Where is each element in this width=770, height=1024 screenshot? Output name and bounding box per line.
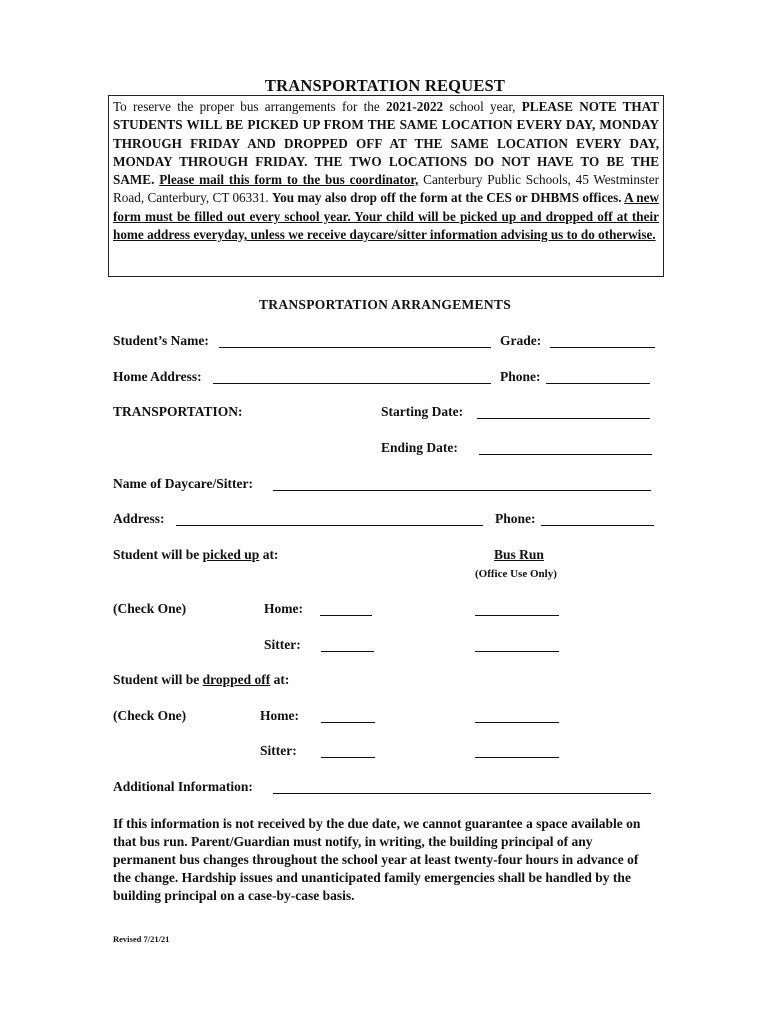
additional-info-field[interactable] xyxy=(273,793,651,794)
footer-paragraph: If this information is not received by the due date, we cannot guarantee a space available on that bus run. Parent/Guardian must notify, in writing, the building principal of any permanent bus changes throughout the school year at least twenty-four hours in advance of the change. Hardship issues and unanticipated family emergencies shall be handled by the building principal on a case-by-case basis. xyxy=(113,816,641,903)
address-field[interactable] xyxy=(176,525,483,526)
notice-intro-2: school year, xyxy=(443,99,522,114)
dropoff-home-checkbox[interactable] xyxy=(321,722,375,723)
school-year: 2021-2022 xyxy=(385,99,444,114)
pickup-home-bus-run[interactable] xyxy=(475,615,559,616)
check-one-dropoff-label: (Check One) xyxy=(113,708,187,723)
revised-date: Revised 7/21/21 xyxy=(113,934,170,944)
daycare-label: Name of Daycare/Sitter: xyxy=(113,476,253,491)
pickup-home-label: Home: xyxy=(264,601,303,616)
additional-info-label: Additional Information: xyxy=(113,779,253,794)
picked-up-label: Student will be picked up at: xyxy=(113,547,279,562)
dropoff-sitter-bus-run[interactable] xyxy=(475,757,559,758)
form-title: TRANSPORTATION REQUEST xyxy=(264,76,506,95)
section-title: TRANSPORTATION ARRANGEMENTS xyxy=(258,297,512,312)
student-name-label: Student’s Name: xyxy=(113,333,209,348)
notice-intro: To reserve the proper bus arrangements for the xyxy=(113,99,386,114)
dropoff-home-bus-run[interactable] xyxy=(475,722,559,723)
dropoff-home-label: Home: xyxy=(260,708,299,723)
drop-off-note: You may also drop off the form at the CES or DHBMS offices. xyxy=(272,190,625,206)
bus-run-label: Bus Run xyxy=(494,547,544,562)
starting-date-field[interactable] xyxy=(477,418,650,419)
daycare-field[interactable] xyxy=(273,490,651,491)
mail-instruction: Please mail this form to the bus coordinator, xyxy=(159,172,419,188)
phone2-label: Phone: xyxy=(495,511,536,526)
pickup-sitter-label: Sitter: xyxy=(264,637,301,652)
new-form-note: A new form must be filled out every school year. Your child will be picked up and dropped off at their home address everyday, unless we receive daycare/sitter information advising us to do otherwise. xyxy=(113,190,659,243)
phone-field[interactable] xyxy=(546,383,650,384)
ending-date-field[interactable] xyxy=(479,454,652,455)
starting-date-label: Starting Date: xyxy=(381,404,464,419)
ending-date-label: Ending Date: xyxy=(381,440,458,455)
pickup-home-checkbox[interactable] xyxy=(320,615,372,616)
mailing-address: Canterbury Public Schools, 45 Westminster Road, Canterbury, CT 06331. xyxy=(113,172,660,206)
notice-important: PLEASE NOTE THAT STUDENTS WILL BE PICKED UP FROM THE SAME LOCATION EVERY DAY, MONDAY THROUGH FRIDAY AND DROPPED OFF AT THE SAME LOCATION EVERY DAY, MONDAY THROUGH FRIDAY. THE TWO LOCATIONS DO NOT HAVE TO BE THE SAME. xyxy=(113,99,660,188)
grade-field[interactable] xyxy=(550,347,655,348)
grade-label: Grade: xyxy=(500,333,542,348)
notice-box xyxy=(108,95,664,277)
phone2-field[interactable] xyxy=(541,525,654,526)
dropoff-sitter-label: Sitter: xyxy=(260,743,297,758)
student-name-field[interactable] xyxy=(219,347,491,348)
check-one-pickup-label: (Check One) xyxy=(113,601,187,616)
address-label: Address: xyxy=(113,511,165,526)
dropped-off-label: Student will be dropped off at: xyxy=(113,672,290,687)
dropoff-sitter-checkbox[interactable] xyxy=(321,757,375,758)
office-use-label: (Office Use Only) xyxy=(475,568,557,580)
home-address-field[interactable] xyxy=(213,383,491,384)
pickup-sitter-checkbox[interactable] xyxy=(321,651,374,652)
transportation-label: TRANSPORTATION: xyxy=(113,404,243,419)
home-address-label: Home Address: xyxy=(113,369,202,384)
pickup-sitter-bus-run[interactable] xyxy=(475,651,559,652)
phone-label: Phone: xyxy=(500,369,541,384)
